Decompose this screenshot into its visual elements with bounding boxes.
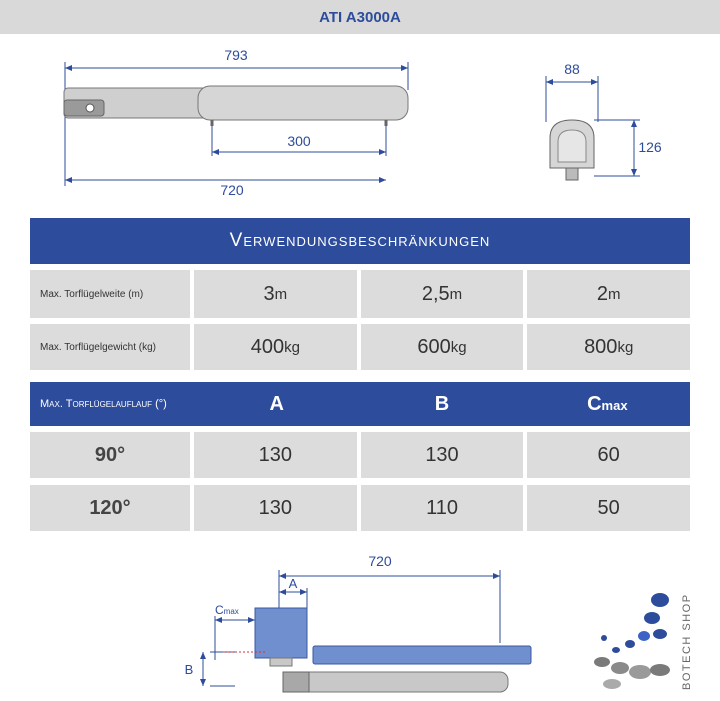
- title-bar: [0, 0, 720, 34]
- side-view-diagram: [50, 40, 430, 200]
- install-label-b: B: [184, 662, 194, 677]
- table-cell: 110: [361, 485, 524, 531]
- table-row: [30, 270, 690, 318]
- table-cell: 2 m: [527, 270, 690, 318]
- table-cell: 600 kg: [361, 324, 524, 370]
- row-label: Max. Torflügelgewicht (kg): [30, 324, 190, 370]
- opening-table-header: [30, 382, 690, 426]
- row-label: Max. Torflügelweite (m): [30, 270, 190, 318]
- table-cell: 60: [527, 432, 690, 478]
- brand-logo: [590, 590, 700, 698]
- page-title: ATI A3000A: [319, 8, 401, 26]
- table-cell: 2,5 m: [361, 270, 524, 318]
- install-length-label: 720: [368, 553, 392, 569]
- table-cell: 130: [361, 432, 524, 478]
- limits-table-title: Verwendungsbeschränkungen: [30, 218, 690, 264]
- dim-mount-length: 720: [220, 182, 244, 198]
- dim-stroke-length: 300: [287, 133, 311, 149]
- brand-name: BOTECH SHOP: [681, 593, 693, 690]
- table-cell: 400 kg: [194, 324, 357, 370]
- table-row: [30, 324, 690, 370]
- logo-dots-icon: [594, 593, 670, 689]
- dim-width: 88: [564, 61, 580, 77]
- angle-label: 120°: [30, 485, 190, 531]
- table-cell: 130: [194, 432, 357, 478]
- dim-overall-length: 793: [224, 47, 248, 63]
- table-cell: 50: [527, 485, 690, 531]
- angle-label: 90°: [30, 432, 190, 478]
- dim-height: 126: [638, 139, 662, 155]
- opening-header-label: Max. Torflügelauflauf (°): [40, 398, 167, 410]
- column-header-c: Cmax: [587, 392, 628, 415]
- column-header-a: A: [269, 392, 284, 415]
- install-label-c: Cmax: [215, 603, 239, 617]
- installation-diagram: [175, 548, 545, 698]
- table-row: [30, 485, 690, 531]
- table-cell: 3 m: [194, 270, 357, 318]
- table-row: [30, 432, 690, 478]
- table-cell: 130: [194, 485, 357, 531]
- table-cell: 800 kg: [527, 324, 690, 370]
- column-header-b: B: [434, 392, 450, 415]
- end-view-diagram: [530, 58, 670, 188]
- install-label-a: A: [288, 576, 298, 591]
